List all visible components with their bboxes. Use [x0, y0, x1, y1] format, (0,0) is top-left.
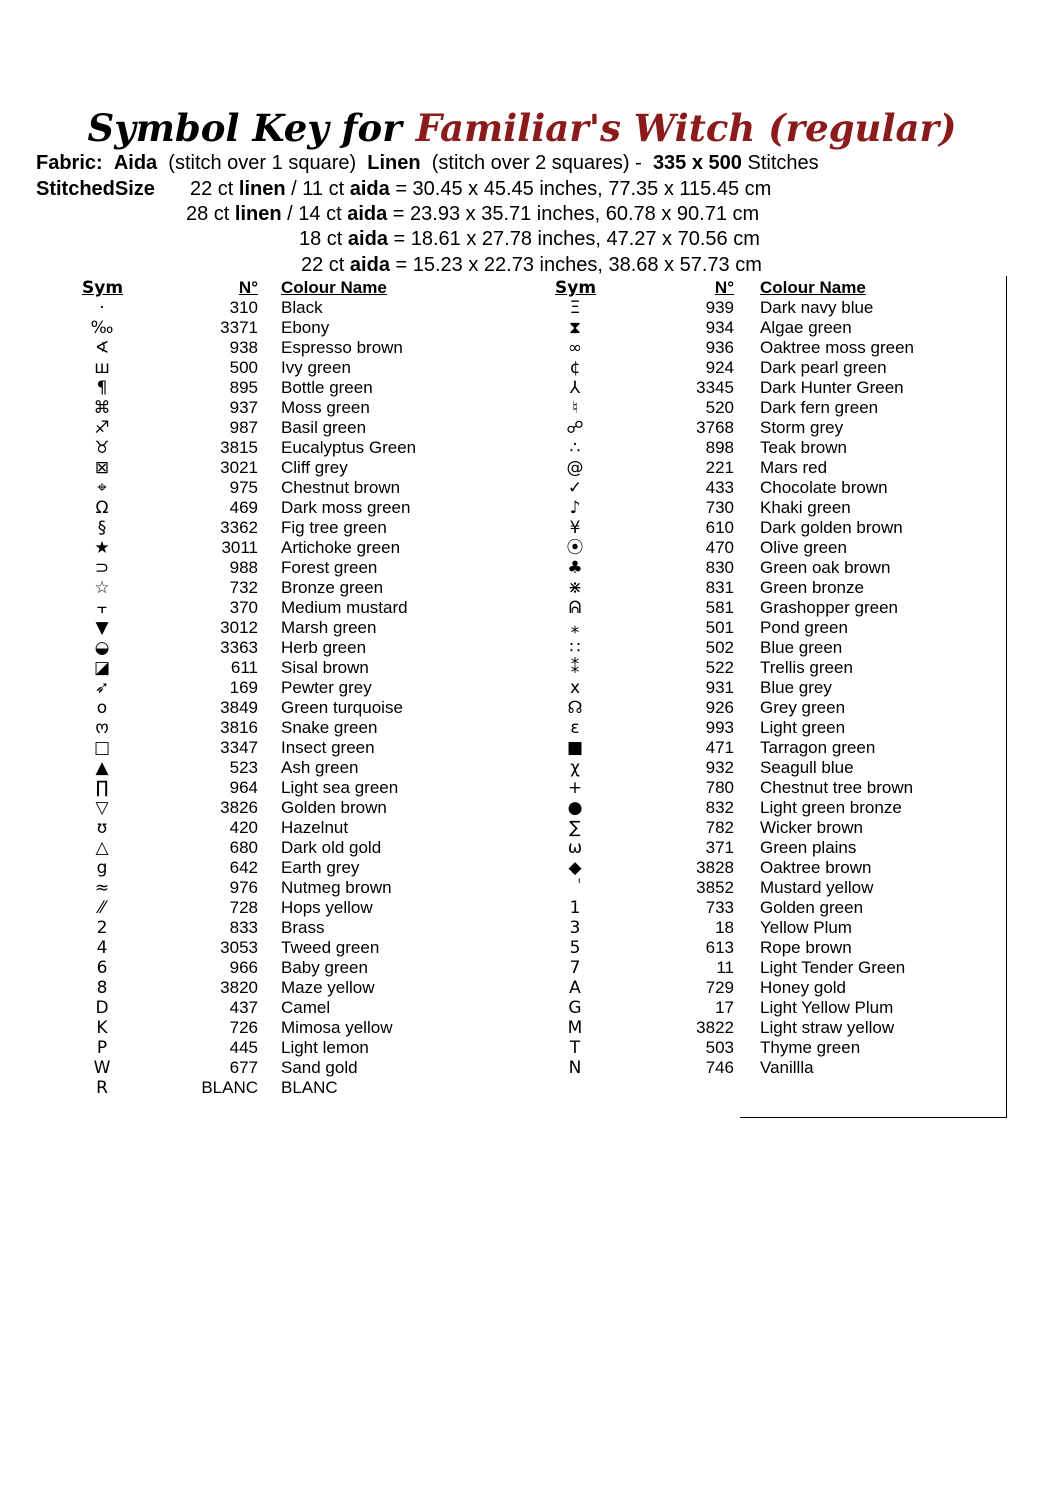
colour-name: Golden green — [760, 898, 864, 917]
symbol-glyph: 8 — [96, 978, 108, 998]
colour-name: Grey green — [760, 698, 846, 717]
symbol-glyph: ◪ — [93, 658, 111, 678]
dmc-number: 3345 — [696, 378, 734, 397]
symbol-glyph: ∏ — [95, 778, 109, 798]
symbol-glyph: D — [95, 998, 109, 1018]
dmc-number: 833 — [229, 918, 258, 937]
colour-name: Golden brown — [281, 798, 387, 817]
symbol-glyph: ⦿ — [566, 538, 584, 558]
symbol-glyph: ▼ — [95, 618, 109, 638]
colour-name: Pewter grey — [281, 678, 372, 697]
symbol-glyph: 3 — [569, 918, 581, 938]
size-line-2: 28 ct linen / 14 ct aida = 23.93 x 35.71 inches, 60.78 x 90.71 cm — [186, 203, 760, 225]
colour-name: Oaktree brown — [760, 858, 872, 877]
colour-name: Light Yellow Plum — [760, 998, 894, 1017]
colour-name: Basil green — [281, 418, 367, 437]
colour-name: Bronze green — [281, 578, 384, 597]
symbol-glyph: ⌘ — [93, 398, 111, 418]
symbol-glyph: Ξ — [569, 298, 581, 318]
dmc-number: 932 — [705, 758, 734, 777]
symbol-glyph: ∷ — [569, 638, 581, 658]
symbol-glyph: N — [568, 1058, 582, 1078]
dmc-number: 433 — [705, 478, 734, 497]
colour-name: Herb green — [281, 638, 367, 657]
dmc-number: 895 — [229, 378, 258, 397]
colour-name: Mustard yellow — [760, 878, 874, 897]
dmc-number: 934 — [705, 318, 734, 337]
dmc-number: 469 — [229, 498, 258, 517]
symbol-glyph: ⊃ — [94, 558, 110, 578]
symbol-glyph: ш — [94, 358, 110, 378]
dmc-number: 3820 — [220, 978, 258, 997]
dmc-number: 964 — [229, 778, 258, 797]
dmc-number: 642 — [229, 858, 258, 877]
dmc-number: 221 — [705, 458, 734, 477]
colour-name: Insect green — [281, 738, 375, 757]
header-num: N° — [714, 278, 734, 297]
colour-name: Cliff grey — [281, 458, 348, 477]
symbol-glyph: ო — [95, 718, 109, 738]
symbol-glyph: 6 — [96, 958, 108, 978]
fabric-label: Fabric: — [36, 152, 103, 174]
colour-name: Hazelnut — [281, 818, 349, 837]
dmc-number: 613 — [705, 938, 734, 957]
colour-name: Brass — [281, 918, 325, 937]
symbol-glyph: g — [96, 858, 108, 878]
symbol-glyph: · — [99, 298, 105, 318]
fabric-linen-note: (stitch over 2 squares) - — [431, 152, 642, 174]
symbol-glyph: ¢ — [569, 358, 581, 378]
symbol-glyph: W — [93, 1058, 111, 1078]
fabric-line — [36, 151, 819, 175]
dmc-number: 898 — [705, 438, 734, 457]
dmc-number: 3828 — [696, 858, 734, 877]
colour-name: Dark pearl green — [760, 358, 887, 377]
dmc-number: 523 — [229, 758, 258, 777]
colour-name: Light sea green — [281, 778, 399, 797]
colour-name: Grashopper green — [760, 598, 898, 617]
colour-name: Marsh green — [281, 618, 377, 637]
fabric-aida-note: (stitch over 1 square) — [168, 152, 357, 174]
dmc-number: 470 — [705, 538, 734, 557]
colour-name: Thyme green — [760, 1038, 861, 1057]
dmc-number: 581 — [705, 598, 734, 617]
dmc-number: 3012 — [220, 618, 258, 637]
colour-name: Artichoke green — [281, 538, 401, 557]
symbol-glyph: ■ — [566, 738, 584, 758]
dmc-number: 610 — [705, 518, 734, 537]
symbol-glyph: ★ — [94, 538, 110, 558]
dmc-number: 3053 — [220, 938, 258, 957]
dmc-number: 445 — [229, 1038, 258, 1057]
dmc-number: 780 — [705, 778, 734, 797]
stitches-word: Stitches — [747, 152, 819, 174]
symbol-glyph: ⧗ — [569, 318, 581, 338]
dmc-number: 733 — [705, 898, 734, 917]
dmc-number: 611 — [230, 658, 258, 677]
colour-name: Hops yellow — [281, 898, 373, 917]
colour-name: Blue green — [760, 638, 843, 657]
symbol-glyph: 7 — [569, 958, 581, 978]
dmc-number: 169 — [229, 678, 258, 697]
symbol-glyph: ♣ — [567, 558, 583, 578]
fabric-linen: Linen — [367, 152, 421, 174]
colour-name: Camel — [281, 998, 331, 1017]
colour-name: Dark Hunter Green — [760, 378, 904, 397]
colour-name: Sand gold — [281, 1058, 358, 1077]
dmc-number: 501 — [705, 618, 734, 637]
colour-name: Seagull blue — [760, 758, 854, 777]
symbol-glyph: M — [567, 1018, 583, 1038]
symbol-glyph: 5 — [569, 938, 581, 958]
colour-name: Honey gold — [760, 978, 847, 997]
dmc-number: 471 — [705, 738, 734, 757]
symbol-glyph: ☆ — [94, 578, 110, 598]
dmc-number: 370 — [229, 598, 258, 617]
colour-name: Vanillla — [760, 1058, 814, 1077]
dmc-number: 830 — [705, 558, 734, 577]
page-title — [0, 104, 1044, 152]
dmc-number: 502 — [705, 638, 734, 657]
colour-name: Snake green — [281, 718, 378, 737]
dmc-number: 437 — [229, 998, 258, 1017]
dmc-number: 937 — [229, 398, 258, 417]
colour-name: Tarragon green — [760, 738, 876, 757]
symbol-glyph: ▲ — [95, 758, 109, 778]
size-line-1: 22 ct linen / 11 ct aida = 30.45 x 45.45 inches, 77.35 x 115.45 cm — [190, 178, 772, 200]
dmc-number: 522 — [705, 658, 734, 677]
dmc-number: 3021 — [220, 458, 258, 477]
table-border-bottom — [740, 1117, 1007, 1118]
header-name: Colour Name — [760, 278, 866, 297]
dmc-number: 993 — [705, 718, 734, 737]
symbol-glyph: ∞ — [567, 338, 583, 358]
symbol-glyph: ⊠ — [94, 458, 110, 478]
colour-name: Olive green — [760, 538, 847, 557]
colour-name: Algae green — [760, 318, 852, 337]
dmc-number: 975 — [229, 478, 258, 497]
dmc-number: 746 — [705, 1058, 734, 1077]
colour-name: Ebony — [281, 318, 330, 337]
dmc-number: 420 — [229, 818, 258, 837]
symbol-glyph: § — [97, 518, 107, 538]
dmc-number: 3815 — [220, 438, 258, 457]
symbol-glyph: ◒ — [94, 638, 110, 658]
symbol-glyph — [555, 878, 595, 898]
dmc-number: 832 — [705, 798, 734, 817]
symbol-glyph: ≈ — [94, 878, 110, 898]
colour-name: Dark navy blue — [760, 298, 874, 317]
size-line-3: 18 ct aida = 18.61 x 27.78 inches, 47.27 x 70.56 cm — [299, 228, 760, 250]
symbol-glyph: ⋇ — [567, 578, 583, 598]
colour-name: Chestnut tree brown — [760, 778, 914, 797]
symbol-glyph: ⫟ — [96, 598, 108, 618]
header-num: N° — [238, 278, 258, 297]
colour-name: Medium mustard — [281, 598, 408, 617]
dmc-number: BLANC — [201, 1078, 258, 1097]
colour-name: Bottle green — [281, 378, 373, 397]
dmc-number: 3371 — [220, 318, 258, 337]
symbol-glyph: o — [96, 698, 108, 718]
dmc-number: 782 — [705, 818, 734, 837]
symbol-glyph: R — [96, 1078, 108, 1098]
dmc-number: 730 — [705, 498, 734, 517]
dmc-number: 3768 — [696, 418, 734, 437]
symbol-glyph: ♪ — [569, 498, 581, 518]
colour-name: Light green bronze — [760, 798, 902, 817]
symbol-glyph: ⁎ — [570, 618, 580, 638]
symbol-glyph: ◆ — [568, 858, 582, 878]
table-border-right — [1006, 276, 1007, 1118]
symbol-glyph: ▽ — [95, 798, 109, 818]
colour-name: BLANC — [281, 1078, 338, 1097]
symbol-glyph: ☍ — [566, 418, 584, 438]
colour-name: Green bronze — [760, 578, 864, 597]
colour-name: Nutmeg brown — [281, 878, 392, 897]
colour-name: Khaki green — [760, 498, 851, 517]
symbol-glyph: ● — [567, 798, 583, 818]
dmc-number: 732 — [229, 578, 258, 597]
pattern-name: Familiar's Witch (regular) — [415, 106, 957, 150]
size-line-4: 22 ct aida = 15.23 x 22.73 inches, 38.68 x 57.73 cm — [301, 254, 762, 276]
colour-name: Light lemon — [281, 1038, 369, 1057]
symbol-glyph: ε — [570, 718, 580, 738]
dmc-number: 3849 — [220, 698, 258, 717]
colour-name: Mimosa yellow — [281, 1018, 393, 1037]
colour-name: Green oak brown — [760, 558, 891, 577]
symbol-glyph: 4 — [96, 938, 108, 958]
symbol-glyph: @ — [566, 458, 584, 478]
symbol-glyph: ω — [567, 838, 583, 858]
header-name: Colour Name — [281, 278, 387, 297]
symbol-glyph: ✓ — [567, 478, 583, 498]
colour-name: Pond green — [760, 618, 848, 637]
dmc-number: 680 — [229, 838, 258, 857]
colour-name: Dark fern green — [760, 398, 879, 417]
stitch-count: 335 x 500 — [652, 152, 742, 174]
colour-name: Light green — [760, 718, 846, 737]
dmc-number: 936 — [705, 338, 734, 357]
symbol-glyph: ∢ — [94, 338, 110, 358]
colour-name: Fig tree green — [281, 518, 387, 537]
symbol-glyph: x — [569, 678, 581, 698]
symbol-glyph: △ — [95, 838, 109, 858]
colour-name: Trellis green — [760, 658, 853, 677]
colour-name: Earth grey — [281, 858, 360, 877]
colour-name: Light Tender Green — [760, 958, 906, 977]
dmc-number: 966 — [229, 958, 258, 977]
symbol-glyph: K — [96, 1018, 108, 1038]
colour-name: Ivy green — [281, 358, 351, 377]
symbol-glyph: ⁄⁄ — [99, 898, 105, 918]
colour-name: Black — [281, 298, 323, 317]
title-prefix: Symbol Key for — [87, 106, 402, 150]
symbol-glyph: 2 — [96, 918, 108, 938]
dmc-number: 17 — [715, 998, 734, 1017]
symbol-glyph: ∴ — [569, 438, 581, 458]
symbol-glyph: P — [96, 1038, 108, 1058]
dmc-number: 520 — [705, 398, 734, 417]
symbol-glyph: ¶ — [96, 378, 108, 398]
dmc-number: 18 — [715, 918, 734, 937]
symbol-glyph: ‰ — [90, 318, 114, 338]
colour-name: Dark moss green — [281, 498, 411, 517]
dmc-number: 3011 — [221, 538, 258, 557]
dmc-number: 938 — [229, 338, 258, 357]
symbol-glyph: G — [568, 998, 582, 1018]
colour-name: Baby green — [281, 958, 368, 977]
colour-name: Blue grey — [760, 678, 832, 697]
dmc-number: 3347 — [220, 738, 258, 757]
colour-name: Rope brown — [760, 938, 852, 957]
dmc-number: 500 — [229, 358, 258, 377]
colour-name: Mars red — [760, 458, 828, 477]
symbol-glyph: T — [569, 1038, 581, 1058]
symbol-glyph: + — [567, 778, 583, 798]
dmc-number: 503 — [705, 1038, 734, 1057]
dmc-number: 831 — [705, 578, 734, 597]
symbol-glyph: ᕱ — [568, 598, 582, 618]
dmc-number: 3826 — [220, 798, 258, 817]
dmc-number: 988 — [229, 558, 258, 577]
colour-name: Moss green — [281, 398, 370, 417]
symbol-glyph: ➶ — [94, 678, 110, 698]
symbol-glyph: ∑ — [569, 818, 581, 838]
symbol-glyph: ʊ — [96, 818, 108, 838]
dmc-number: 310 — [229, 298, 258, 317]
dmc-number: 371 — [705, 838, 734, 857]
dmc-number: 11 — [716, 958, 734, 977]
colour-name: Eucalyptus Green — [281, 438, 417, 457]
colour-name: Chocolate brown — [760, 478, 888, 497]
symbol-glyph: ♮ — [571, 398, 579, 418]
colour-name: Oaktree moss green — [760, 338, 915, 357]
dmc-number: 726 — [229, 1018, 258, 1037]
colour-name: Tweed green — [281, 938, 380, 957]
dmc-number: 976 — [229, 878, 258, 897]
fabric-aida: Aida — [113, 152, 158, 174]
symbol-glyph: ☊ — [567, 698, 583, 718]
colour-name: Teak brown — [760, 438, 847, 457]
dmc-number: 677 — [229, 1058, 258, 1077]
symbol-glyph: ⁑ — [570, 658, 580, 678]
dmc-number: 931 — [705, 678, 734, 697]
dmc-number: 939 — [705, 298, 734, 317]
colour-name: Espresso brown — [281, 338, 403, 357]
symbol-glyph: Ω — [95, 498, 109, 518]
symbol-glyph: □ — [93, 738, 111, 758]
symbol-glyph: ¥ — [569, 518, 581, 538]
symbol-glyph: ♐ — [94, 418, 110, 438]
colour-name: Light straw yellow — [760, 1018, 895, 1037]
colour-name: Sisal brown — [281, 658, 369, 677]
dmc-number: 728 — [229, 898, 258, 917]
symbol-glyph: ⅄ — [569, 378, 581, 398]
colour-name: Storm grey — [760, 418, 844, 437]
dmc-number: 3816 — [220, 718, 258, 737]
dmc-number: 3363 — [220, 638, 258, 657]
stitched-size-label: StitchedSize — [36, 178, 155, 200]
symbol-glyph: ♉ — [94, 438, 110, 458]
colour-name: Chestnut brown — [281, 478, 401, 497]
header-sym: Sym — [555, 278, 597, 298]
colour-name: Yellow Plum — [760, 918, 852, 937]
colour-name: Green turquoise — [281, 698, 403, 717]
colour-name: Dark old gold — [281, 838, 382, 857]
dmc-number: 3852 — [696, 878, 734, 897]
colour-name: Ash green — [281, 758, 359, 777]
symbol-glyph: χ — [570, 758, 580, 778]
colour-name: Wicker brown — [760, 818, 863, 837]
symbol-glyph: 1 — [569, 898, 581, 918]
dmc-number: 987 — [229, 418, 258, 437]
header-sym: Sym — [82, 278, 124, 298]
colour-name: Dark golden brown — [760, 518, 903, 537]
dmc-number: 924 — [705, 358, 734, 377]
dmc-number: 729 — [705, 978, 734, 997]
dmc-number: 3362 — [220, 518, 258, 537]
colour-name: Green plains — [760, 838, 857, 857]
colour-name: Maze yellow — [281, 978, 375, 997]
symbol-glyph: A — [569, 978, 581, 998]
colour-name: Forest green — [281, 558, 378, 577]
dmc-number: 926 — [705, 698, 734, 717]
symbol-glyph: ⌖ — [97, 478, 107, 498]
dmc-number: 3822 — [696, 1018, 734, 1037]
